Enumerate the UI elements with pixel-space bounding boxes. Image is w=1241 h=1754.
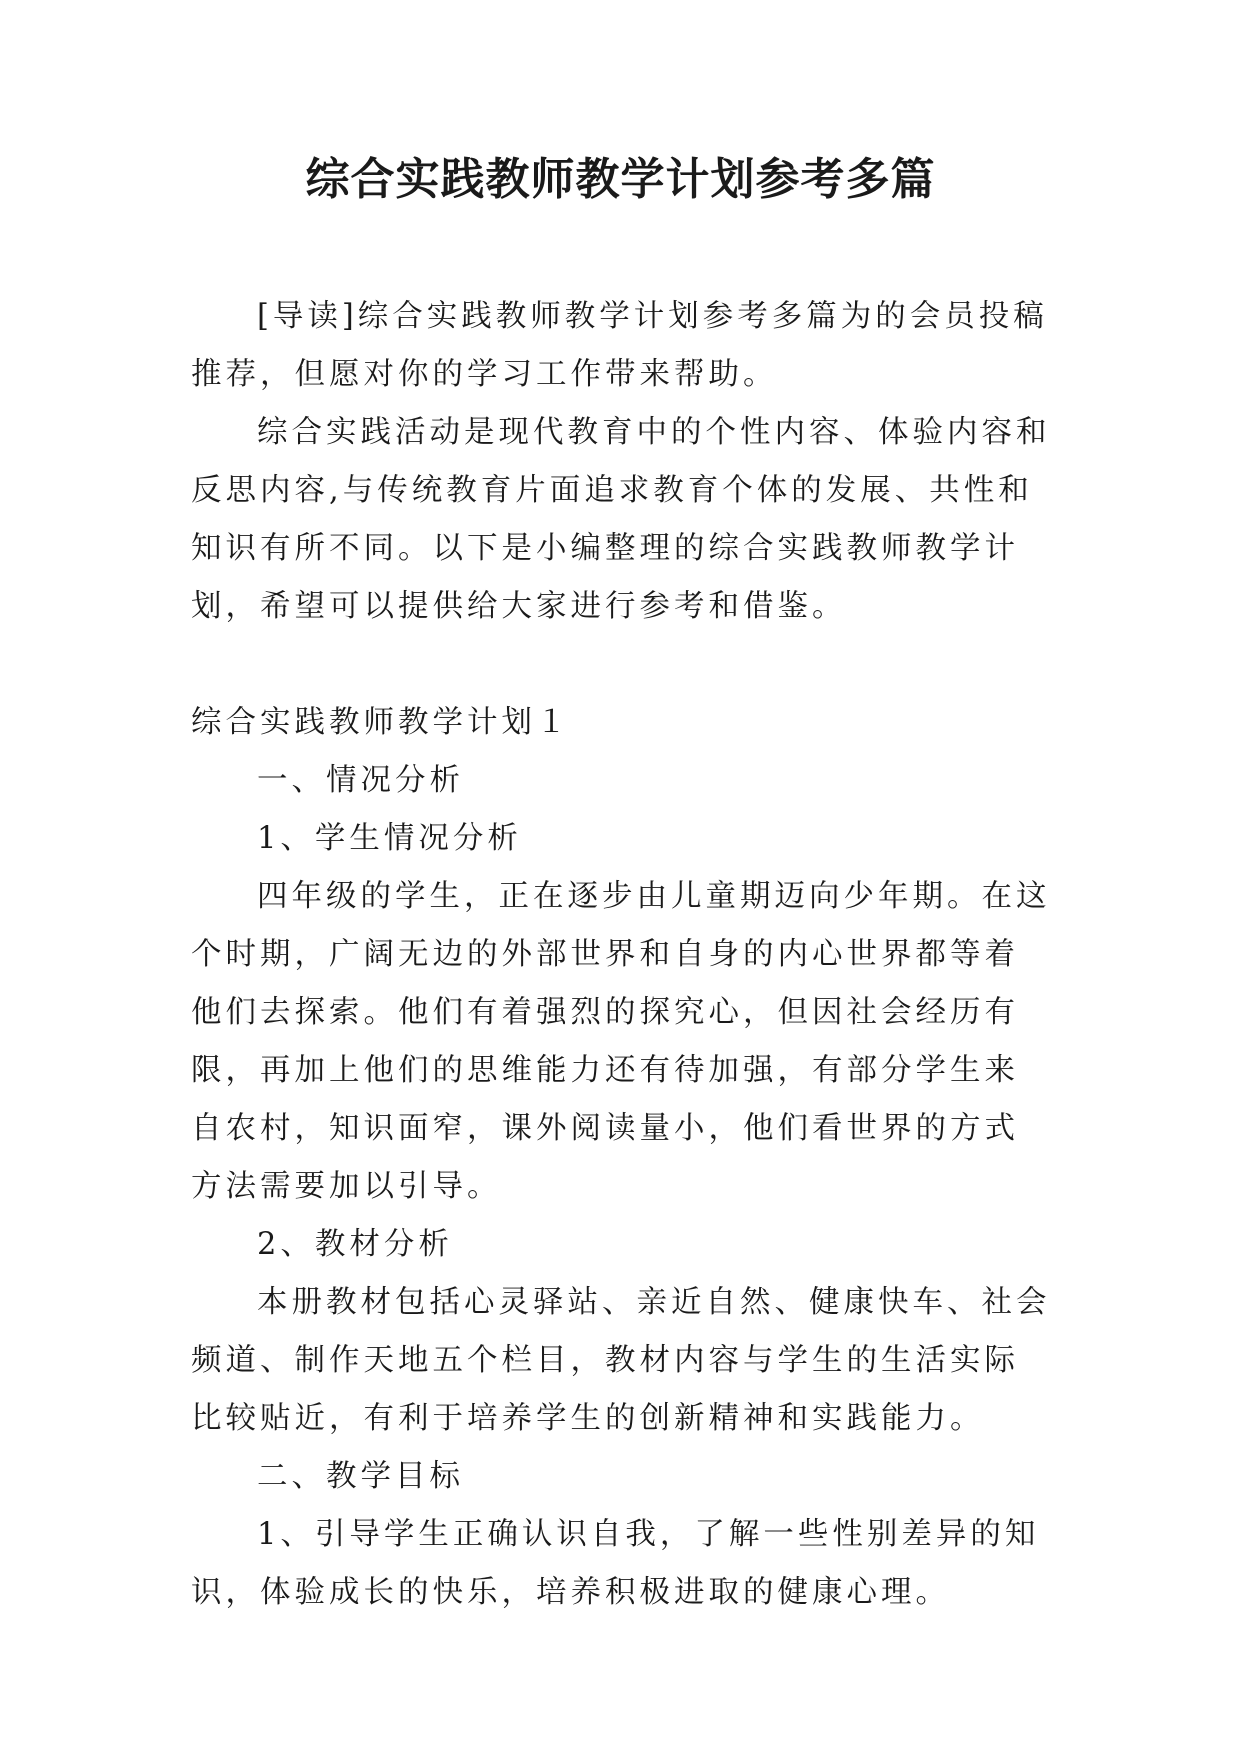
document-title: 综合实践教师教学计划参考多篇 — [305, 154, 936, 205]
textbook-analysis-paragraph: 本册教材包括心灵驿站、亲近自然、健康快车、社会频道、制作天地五个栏目，教材内容与学生的生活实际比较贴近，有利于培养学生的创新精神和实践能力。 — [191, 1285, 1051, 1436]
intro-paragraph: [导读]综合实践教师教学计划参考多篇为的会员投稿推荐，但愿对你的学习工作带来帮助。 — [191, 299, 1048, 392]
section-heading-goals: 二、教学目标 — [257, 1459, 464, 1494]
students-analysis-paragraph: 四年级的学生，正在逐步由儿童期迈向少年期。在这个时期，广阔无边的外部世界和自身的内心世界都等着他们去探索。他们有着强烈的探究心，但因社会经历有限，再加上他们的思维能力还有待加强，有部分学生来自农村，知识面窄，课外阅读量小，他们看世界的方式方法需要加以引导。 — [191, 879, 1051, 1204]
preface-paragraph: 综合实践活动是现代教育中的个性内容、体验内容和反思内容,与传统教育片面追求教育个体的发展、共性和知识有所不同。以下是小编整理的综合实践教师教学计划，希望可以提供给大家进行参考和借鉴。 — [191, 415, 1051, 624]
paragraph-spacer — [191, 636, 1051, 694]
plan-heading: 综合实践教师教学计划１ — [191, 705, 571, 740]
subsection-heading-textbook: 2、教材分析 — [257, 1227, 453, 1262]
document-body — [191, 288, 1051, 1622]
section-heading-situation: 一、情况分析 — [257, 763, 464, 798]
subsection-heading-students: 1、学生情况分析 — [257, 821, 522, 856]
goal-item-1: 1、引导学生正确认识自我，了解一些性别差异的知识，体验成长的快乐，培养积极进取的健康心理。 — [191, 1517, 1040, 1610]
